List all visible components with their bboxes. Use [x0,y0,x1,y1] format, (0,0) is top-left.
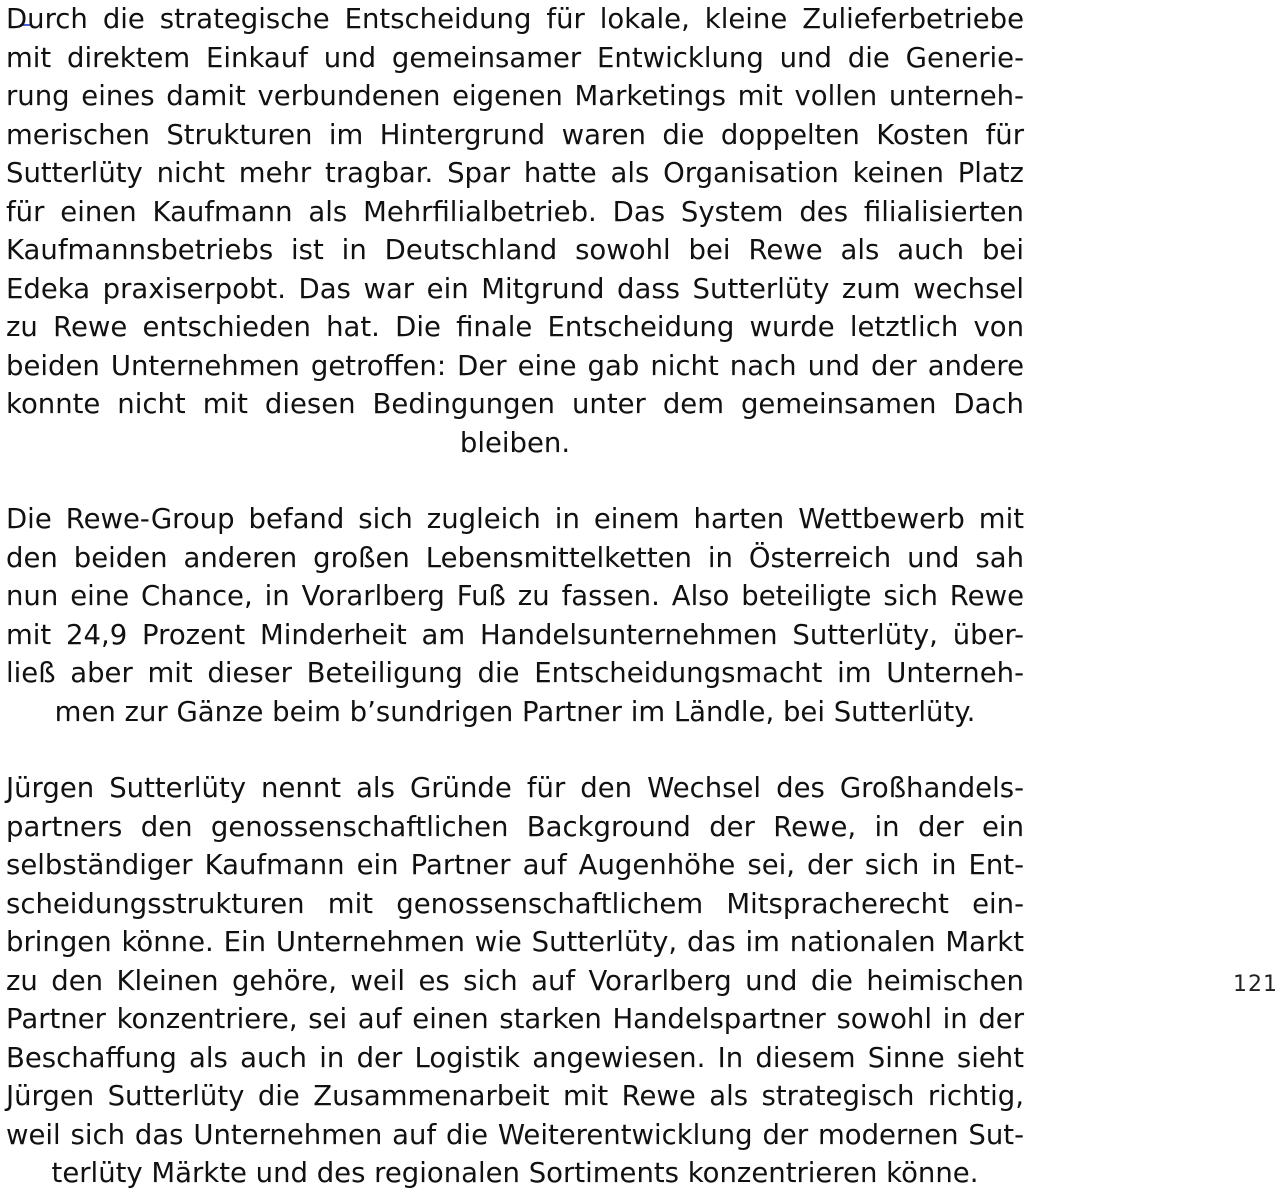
text-line: merischen Strukturen im Hintergrund waren die doppelten Kosten für [6,118,1024,151]
text-line-last: men zur Gänze beim b’sundrigen Partner im Ländle, bei Sutterlüty. [54,695,976,728]
text-line: Jürgen Sutterlüty die Zusammenarbeit mit Rewe als strategisch richtig, [6,1080,1024,1112]
text-line: scheidungsstrukturen mit genossenschaftlichem Mitspracherecht ein- [6,887,1024,920]
text-line: bringen könne. Ein Unternehmen wie Sutterlüty, das im nationalen Markt [6,926,1024,958]
text-line: Die Rewe-Group befand sich zugleich in einem harten Wettbewerb mit [6,503,1024,535]
text-line: beiden Unternehmen getroffen: Der eine gab nicht nach und der andere [6,349,1024,382]
text-line: rung eines damit verbundenen eigenen Marketings mit vollen unterneh- [6,80,1024,112]
text-line: nun eine Chance, in Vorarlberg Fuß zu fassen. Also beteiligte sich Rewe [6,580,1024,612]
page-number: 121 [1233,972,1278,997]
text-line: Partner konzentriere, sei auf einen starken Handelspartner sowohl in der [6,1003,1024,1035]
text-line: Kaufmannsbetriebs ist in Deutschland sowohl bei Rewe als auch bei [6,234,1024,266]
text-line: zu Rewe entschieden hat. Die finale Entscheidung wurde letztlich von [6,311,1024,343]
text-line: ließ aber mit dieser Beteiligung die Entscheidungsmacht im Unterneh- [6,657,1024,689]
text-line: Durch die strategische Entscheidung für lokale, kleine Zulieferbetriebe [6,3,1024,35]
text-line: selbständiger Kaufmann ein Partner auf Augenhöhe sei, der sich in Ent- [6,849,1024,881]
text-line: zu den Kleinen gehöre, weil es sich auf Vorarlberg und die heimischen [6,964,1024,997]
paragraph-1 [6,0,1024,462]
text-line: mit direktem Einkauf und gemeinsamer Entwicklung und die Generie- [6,41,1024,74]
text-line: Sutterlüty nicht mehr tragbar. Spar hatte als Organisation keinen Platz [6,157,1024,189]
text-line: konnte nicht mit diesen Bedingungen unter dem gemeinsamen Dach [6,388,1024,420]
text-line: Jürgen Sutterlüty nennt als Gründe für den Wechsel des Großhandels- [6,772,1024,804]
text-line: Beschaffung als auch in der Logistik angewiesen. In diesem Sinne sieht [6,1041,1024,1074]
text-line: mit 24,9 Prozent Minderheit am Handelsunternehmen Sutterlüty, über- [6,618,1024,651]
paragraph-2 [6,500,1024,731]
text-line-last: bleiben. [459,426,571,459]
page-body [6,0,1024,1193]
text-line: weil sich das Unternehmen auf die Weiterentwicklung der modernen Sut- [6,1118,1024,1151]
text-line: partners den genossenschaftlichen Background der Rewe, in der ein [6,810,1024,843]
text-line: für einen Kaufmann als Mehrfilialbetrieb. Das System des filialisierten [6,195,1024,228]
text-line: den beiden anderen großen Lebensmittelketten in Österreich und sah [6,541,1024,574]
paragraph-3 [6,769,1024,1193]
text-line: Edeka praxiserpobt. Das war ein Mitgrund dass Sutterlüty zum wechsel [6,272,1024,305]
text-line-last: terlüty Märkte und des regionalen Sortiments konzentrieren könne. [51,1157,979,1189]
